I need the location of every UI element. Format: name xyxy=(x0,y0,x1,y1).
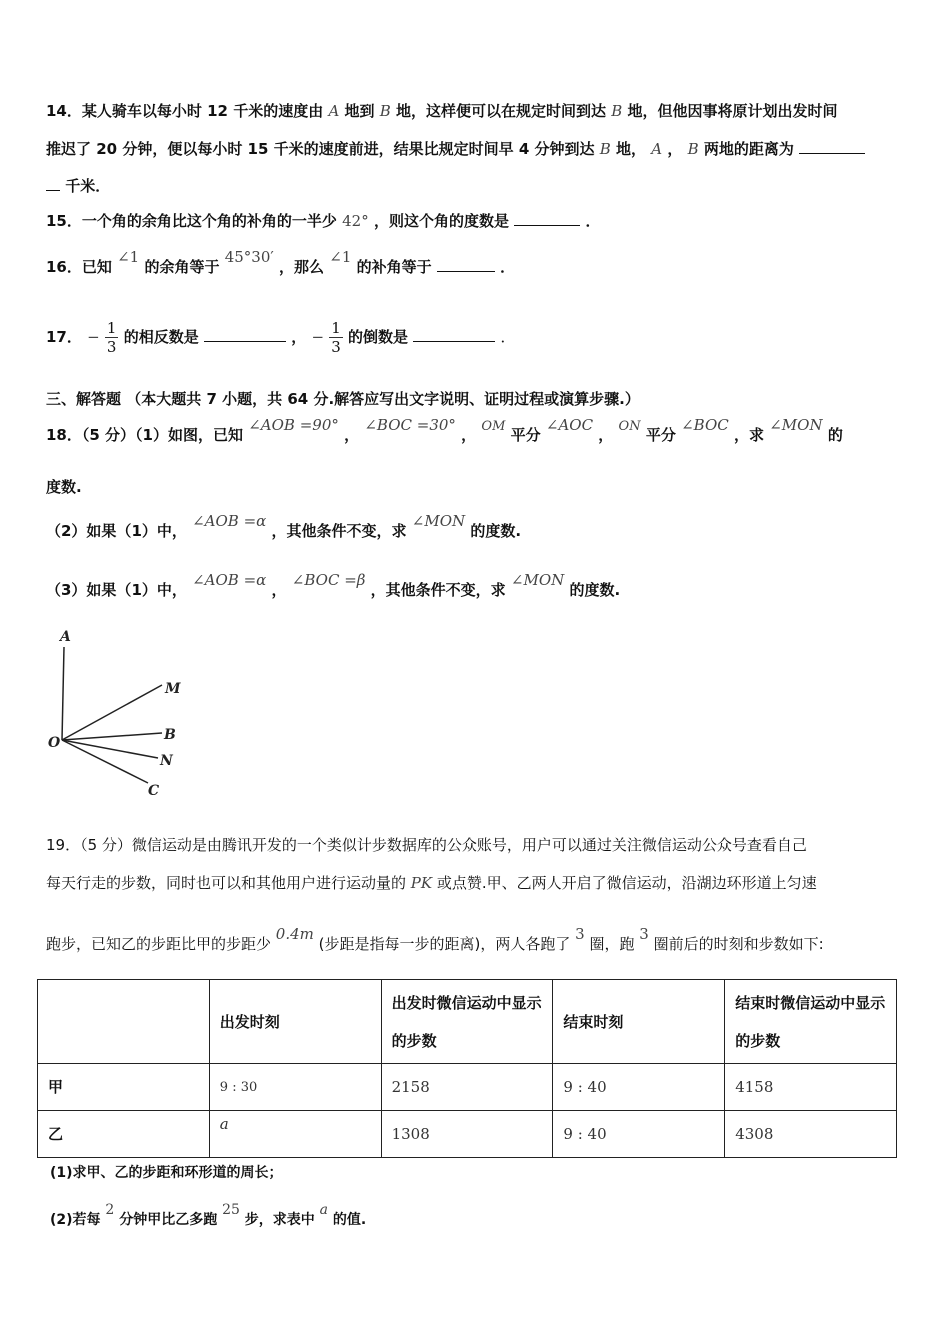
q19-line-1 xyxy=(46,835,807,855)
text: 地，这样便可以在规定时间到达 xyxy=(396,102,607,120)
text: 的度数. xyxy=(569,581,621,599)
text: ， xyxy=(461,426,477,444)
q14-line-3 xyxy=(46,176,110,196)
text: ，求 xyxy=(733,426,764,444)
table-cell: 2158 xyxy=(381,1064,553,1111)
math-var: B xyxy=(599,140,611,158)
table-header-cell: 出发时微信运动中显示的步数 xyxy=(381,980,553,1064)
math-expr: ∠MON xyxy=(510,571,565,589)
text: 跑步，已知乙的步距比甲的步距少 xyxy=(46,935,272,953)
math-value: 3 xyxy=(639,925,649,943)
text: 14．某人骑车以每小时 12 千米的速度由 xyxy=(46,102,324,120)
math-value: 3 xyxy=(575,925,585,943)
text: ， xyxy=(291,328,307,346)
q18-part-2 xyxy=(46,512,522,541)
fraction xyxy=(105,319,119,356)
fraction-numerator: 1 xyxy=(331,319,341,337)
math-expr: OM xyxy=(481,419,506,434)
text: 千米． xyxy=(65,177,111,195)
label-B: B xyxy=(164,727,176,743)
text: 圈前后的时刻和步数如下: xyxy=(653,935,824,953)
text: 的余角等于 xyxy=(144,258,220,276)
table-cell: a xyxy=(209,1111,381,1158)
text: ． xyxy=(500,328,516,346)
text: 17． xyxy=(46,328,82,346)
math-expr: ∠AOB =α xyxy=(192,571,267,589)
table-header-cell: 出发时刻 xyxy=(209,980,381,1064)
text: 平分 xyxy=(510,426,541,444)
answer-blank xyxy=(514,211,580,226)
text: ，其他条件不变，求 xyxy=(370,581,506,599)
math-var: B xyxy=(611,102,623,120)
table-header-cell: 结束时刻 xyxy=(553,980,725,1064)
table-cell: 4308 xyxy=(725,1111,897,1158)
text: ． xyxy=(585,212,601,230)
q19-sub-1 xyxy=(50,1163,283,1183)
table-row xyxy=(38,1064,897,1111)
label-N: N xyxy=(160,753,173,769)
text: 分钟甲比乙多跑 xyxy=(119,1212,218,1228)
q17 xyxy=(46,312,516,362)
answer-blank xyxy=(799,139,865,154)
section-note: （本大题共 7 小题，共 64 分.解答应写出文字说明、证明过程或演算步骤.） xyxy=(126,390,640,408)
answer-blank xyxy=(413,327,495,342)
ray-OA xyxy=(62,647,64,740)
math-expr: ∠1 xyxy=(117,248,140,266)
text: 的补角等于 xyxy=(356,258,432,276)
math-value: 25 xyxy=(222,1202,240,1218)
math-expr: ∠MON xyxy=(769,416,823,434)
math-var: A xyxy=(328,102,340,120)
text: 的倒数是 xyxy=(348,328,409,346)
text: 的度数. xyxy=(470,522,522,540)
q18-line-2 xyxy=(46,477,82,497)
text: 15．一个角的余角比这个角的补角的一半少 xyxy=(46,212,337,230)
text: ， xyxy=(271,581,287,599)
text: (1)求甲、乙的步距和环形道的周长； xyxy=(50,1165,283,1181)
text: 地，但他因事将原计划出发时间 xyxy=(627,102,838,120)
math-value: 45°30′ xyxy=(224,248,274,266)
text: 平分 xyxy=(645,426,676,444)
ray-ON xyxy=(62,740,158,758)
answer-blank xyxy=(46,176,60,191)
table-cell: 乙 xyxy=(38,1111,210,1158)
fraction-denominator: 3 xyxy=(106,338,117,356)
text: ，其他条件不变，求 xyxy=(271,522,407,540)
q18-line-1 xyxy=(46,416,843,447)
fraction-numerator: 1 xyxy=(106,319,117,337)
text: 地到 xyxy=(344,102,375,120)
table-cell: 甲 xyxy=(38,1064,210,1111)
label-M: M xyxy=(165,681,181,697)
ray-OB xyxy=(62,733,162,740)
text: ． xyxy=(500,258,516,276)
text: 的值. xyxy=(332,1212,367,1228)
text: 步，求表中 xyxy=(244,1212,315,1228)
text: 的相反数是 xyxy=(123,328,199,346)
q19-line-2 xyxy=(46,873,817,893)
math-sign: − xyxy=(311,328,325,346)
math-sign: − xyxy=(87,328,100,346)
math-value: 2 xyxy=(105,1202,115,1218)
fraction-denominator: 3 xyxy=(331,338,341,356)
steps-table xyxy=(37,979,897,1158)
text: 16．已知 xyxy=(46,258,112,276)
text: 19．（5 分）微信运动是由腾讯开发的一个类似计步数据库的公众账号，用户可以通过关注微信运动公众号查看自己 xyxy=(46,836,807,854)
q16 xyxy=(46,248,516,277)
table-header-cell xyxy=(38,980,210,1064)
text: ， xyxy=(667,140,683,158)
text: (步距是指每一步的距离)，两人各跑了 xyxy=(318,935,571,953)
text: 度数. xyxy=(46,478,82,496)
q14-line-2 xyxy=(46,139,865,159)
q18-part-3 xyxy=(46,571,621,600)
angle-figure xyxy=(40,625,200,805)
math-expr: ON xyxy=(618,419,641,434)
label-O: O xyxy=(48,735,61,751)
text: ，那么 xyxy=(279,258,325,276)
math-expr: ∠BOC =30° xyxy=(364,416,456,434)
table-cell: 9 : 40 xyxy=(553,1111,725,1158)
math-var: a xyxy=(319,1202,329,1218)
text: （2）如果（1）中， xyxy=(46,522,187,540)
math-var: B xyxy=(379,102,391,120)
ray-OM xyxy=(62,685,162,740)
section-heading xyxy=(46,389,640,409)
answer-blank xyxy=(204,327,286,342)
text: 或点赞.甲、乙两人开启了微信运动，沿湖边环形道上匀速 xyxy=(436,874,817,892)
math-expr: PK xyxy=(410,874,433,892)
q15 xyxy=(46,211,600,231)
math-var: A xyxy=(651,140,663,158)
section-title: 三、解答题 xyxy=(46,390,122,408)
text: （3）如果（1）中， xyxy=(46,581,187,599)
text: 的 xyxy=(827,426,843,444)
q14-line-1 xyxy=(46,101,838,121)
table-cell: 9 : 30 xyxy=(209,1064,381,1111)
text: ， xyxy=(344,426,360,444)
math-expr: ∠BOC =β xyxy=(291,571,366,589)
text: ，则这个角的度数是 xyxy=(373,212,509,230)
table-row xyxy=(38,1111,897,1158)
math-value: 42° xyxy=(342,212,369,230)
table-header-row xyxy=(38,980,897,1064)
q19-sub-2 xyxy=(50,1202,367,1230)
table-cell: 4158 xyxy=(725,1064,897,1111)
text: 每天行走的步数，同时也可以和其他用户进行运动量的 xyxy=(46,874,407,892)
answer-blank xyxy=(437,257,495,272)
text: 18．（5 分）（1）如图，已知 xyxy=(46,426,243,444)
table-cell: 1308 xyxy=(381,1111,553,1158)
math-expr: ∠AOB =90° xyxy=(248,416,339,434)
text: ， xyxy=(598,426,614,444)
math-value: 0.4m xyxy=(275,925,314,943)
text: (2)若每 xyxy=(50,1212,101,1228)
text: 推迟了 20 分钟，便以每小时 15 千米的速度前进，结果比规定时间早 4 分钟到达 xyxy=(46,140,595,158)
fraction xyxy=(329,319,343,356)
table-cell: 9 : 40 xyxy=(553,1064,725,1111)
label-C: C xyxy=(148,783,160,799)
ray-OC xyxy=(62,740,148,783)
math-var: B xyxy=(687,140,699,158)
math-expr: ∠BOC xyxy=(681,416,729,434)
text: 两地的距离为 xyxy=(703,140,794,158)
math-expr: ∠MON xyxy=(411,512,466,530)
table-header-cell: 结束时微信运动中显示的步数 xyxy=(725,980,897,1064)
math-expr: ∠AOB =α xyxy=(192,512,267,530)
q19-line-3 xyxy=(46,925,824,954)
label-A: A xyxy=(60,629,71,645)
math-expr: ∠AOC xyxy=(545,416,594,434)
text: 地， xyxy=(616,140,647,158)
text: 圈，跑 xyxy=(589,935,635,953)
math-expr: ∠1 xyxy=(329,248,352,266)
